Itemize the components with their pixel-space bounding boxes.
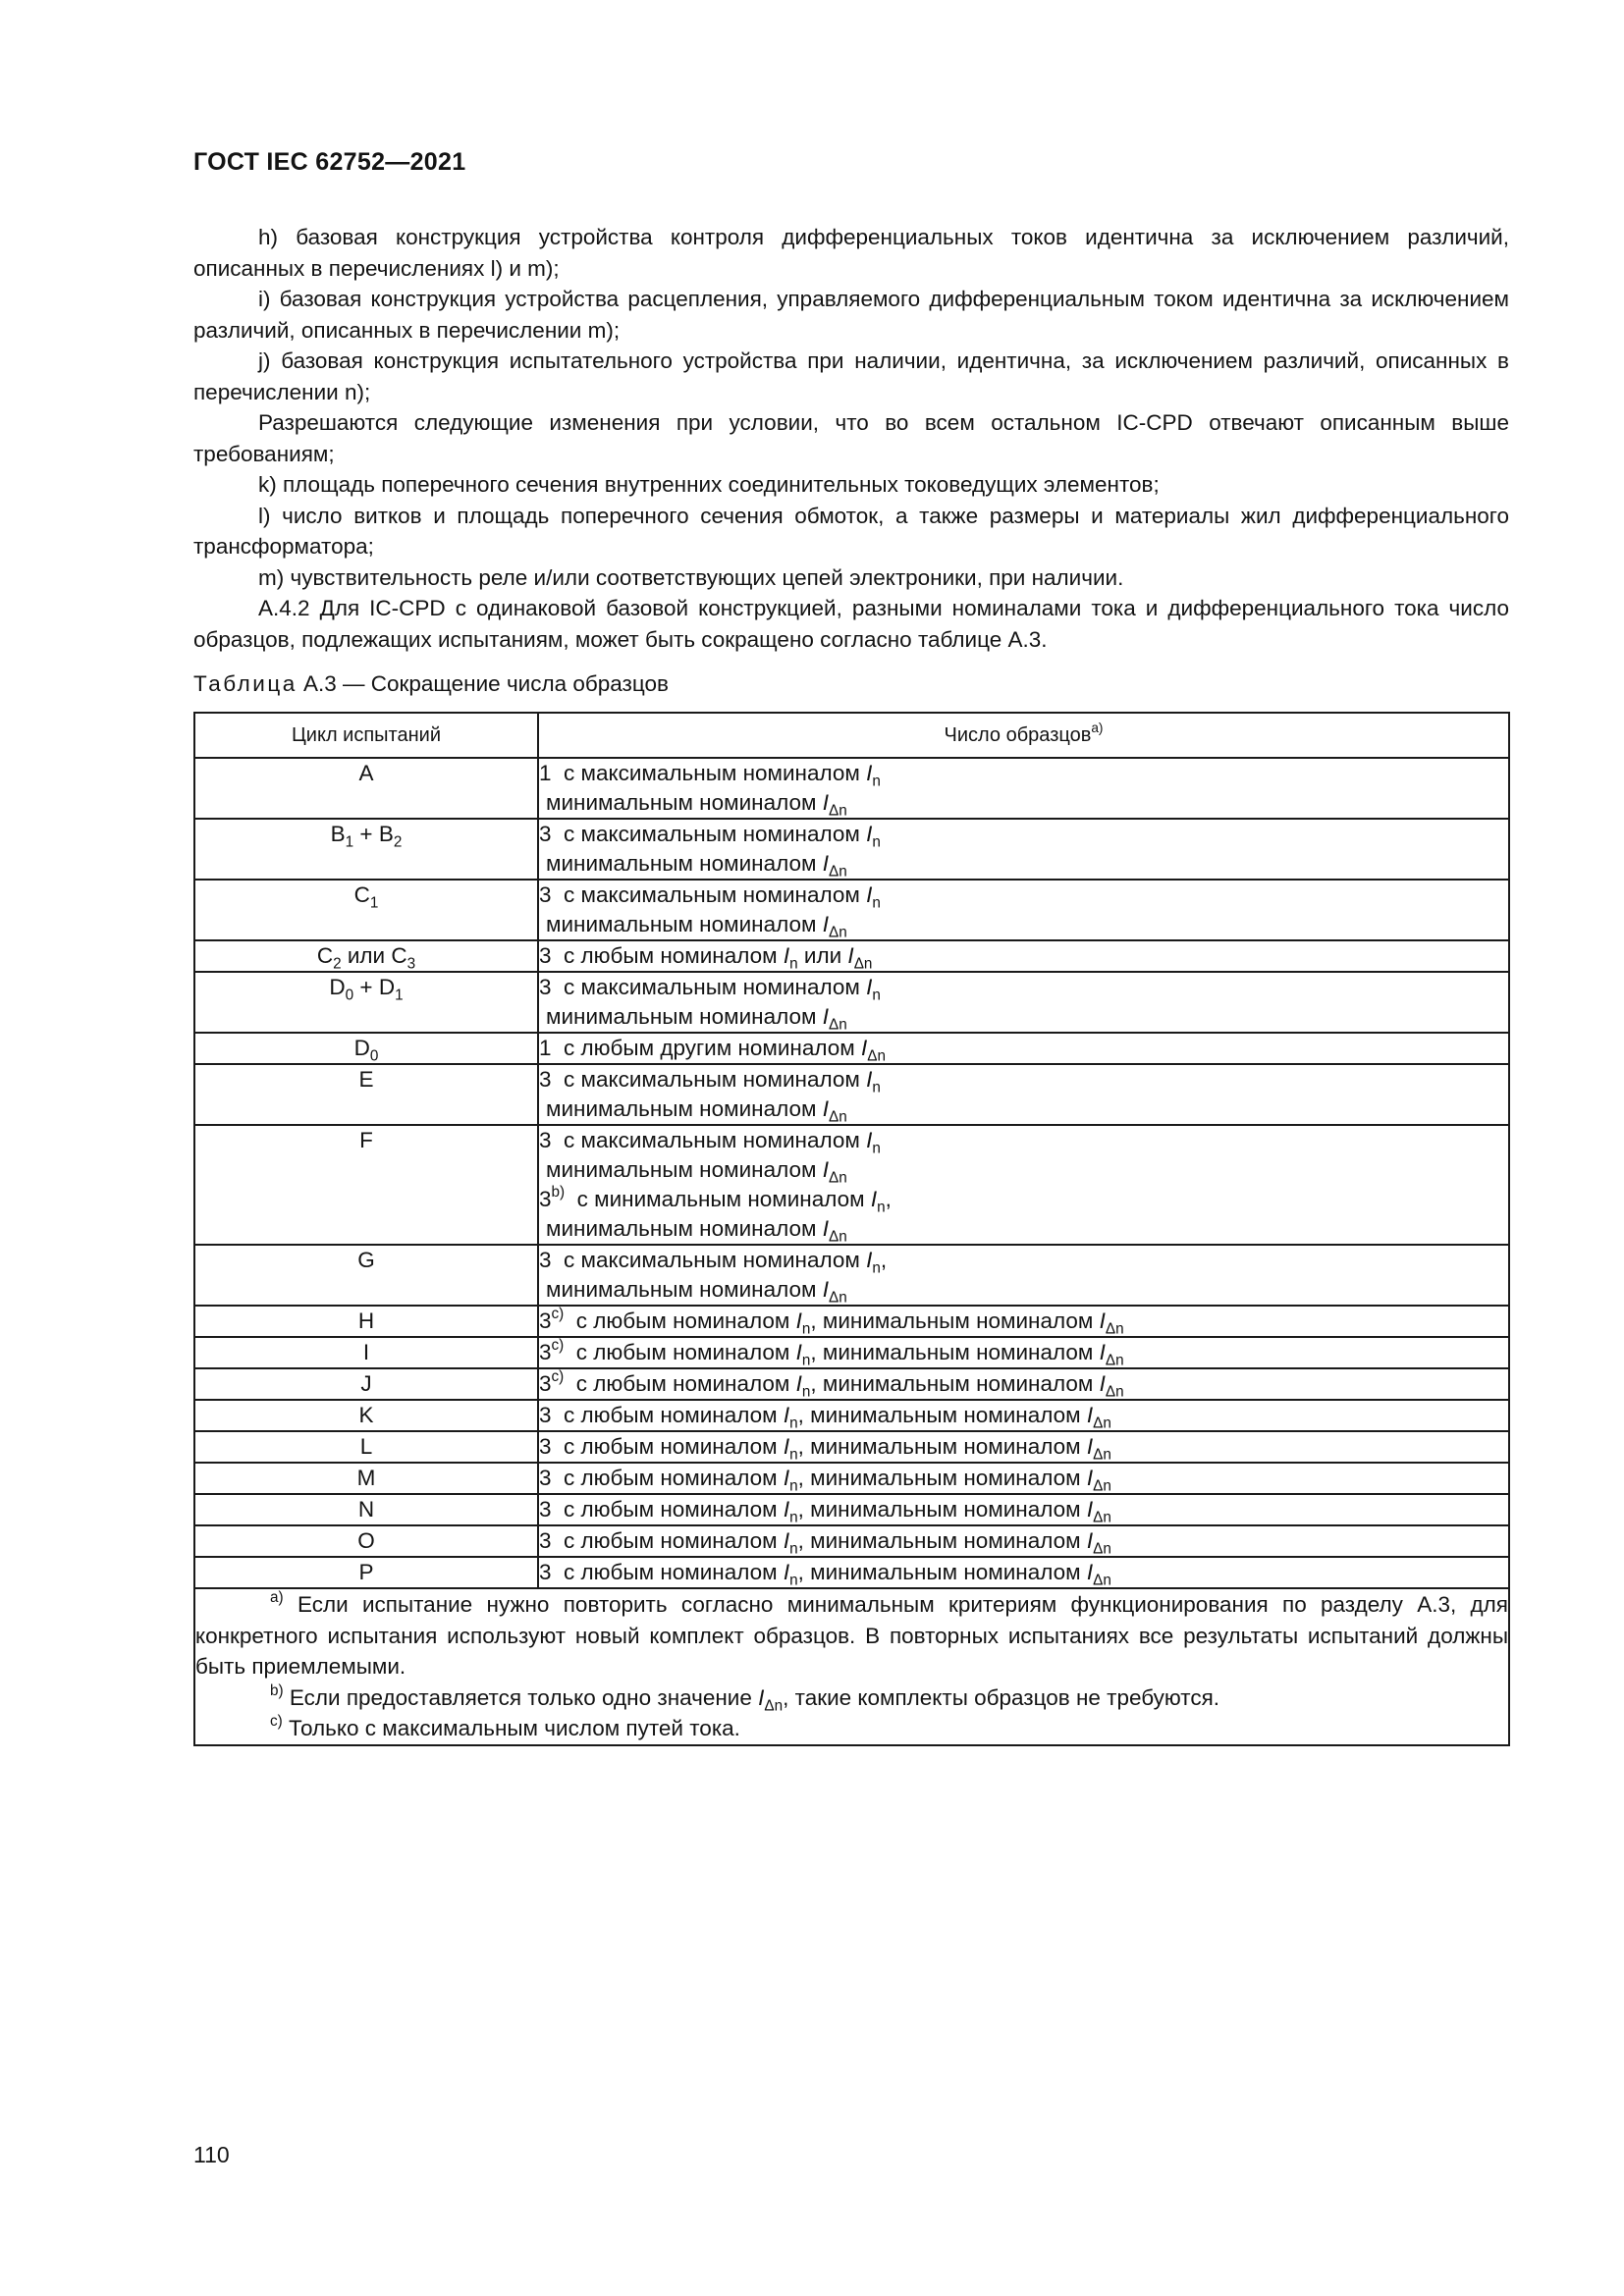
count-line	[539, 1526, 1508, 1556]
cycle-joiner: + B	[353, 822, 394, 846]
count-line	[539, 1401, 1508, 1430]
symbol-subscript: Δn	[829, 863, 847, 881]
rating-text: с любым номиналом	[564, 1560, 778, 1584]
rating-tail: , минимальным номиналом	[797, 1528, 1087, 1553]
symbol-i: I	[866, 1067, 873, 1092]
sample-count: 3	[539, 1308, 552, 1333]
symbol-subscript: Δn	[829, 924, 847, 941]
table-row	[194, 972, 1509, 1033]
rating-tail: , минимальным номиналом	[810, 1371, 1100, 1396]
symbol-subscript: n	[801, 1352, 811, 1369]
symbol-i: I	[783, 1434, 790, 1459]
page-number: 110	[193, 2142, 230, 2167]
sample-count: 3	[539, 1528, 552, 1553]
symbol-subscript: Δn	[1093, 1540, 1111, 1558]
count-line	[539, 1369, 1508, 1399]
table-row	[194, 1400, 1509, 1431]
cycle-symbol: O	[357, 1528, 375, 1553]
symbol-i: I	[866, 761, 873, 785]
rating-text: минимальным номиналом	[546, 1157, 817, 1182]
count-line	[539, 1558, 1508, 1587]
cycle-cell	[194, 1064, 538, 1125]
symbol-subscript: Δn	[829, 1169, 847, 1187]
symbol-subscript: n	[872, 894, 881, 912]
count-line	[539, 1034, 1508, 1063]
cycle-cell	[194, 1463, 538, 1494]
symbol-subscript: n	[801, 1320, 811, 1338]
symbol-subscript: Δn	[1093, 1415, 1111, 1432]
symbol-subscript: n	[872, 987, 881, 1004]
rating-tail: , минимальным номиналом	[797, 1403, 1087, 1427]
sample-count: 3	[539, 1371, 552, 1396]
count-cell	[538, 940, 1509, 972]
symbol-i: I	[783, 1466, 790, 1490]
symbol-i: I	[822, 1096, 829, 1121]
cycle-cell	[194, 880, 538, 940]
paragraph-l: l) число витков и площадь поперечного сечения обмоток, а также размеры и материалы жил дифференциального трансформатора;	[193, 503, 1509, 559]
table-row	[194, 1368, 1509, 1400]
note-c-marker: c)	[270, 1713, 283, 1731]
cycle-subscript: 2	[333, 955, 342, 973]
symbol-subscript: n	[789, 1540, 798, 1558]
symbol-subscript: n	[872, 1079, 881, 1096]
count-cell	[538, 880, 1509, 940]
table-row	[194, 880, 1509, 940]
count-cell	[538, 1306, 1509, 1337]
table-row	[194, 1064, 1509, 1125]
rating-text: минимальным номиналом	[546, 1004, 817, 1029]
rating-text: минимальным номиналом	[546, 851, 817, 876]
count-line	[539, 910, 1508, 939]
symbol-subscript: Δn	[829, 1228, 847, 1246]
rating-tail: , минимальным номиналом	[797, 1560, 1087, 1584]
table-row	[194, 1033, 1509, 1064]
document-header: ГОСТ IEC 62752—2021	[193, 148, 466, 176]
footnote-marker: a)	[1091, 720, 1104, 735]
table-row	[194, 1463, 1509, 1494]
count-line	[539, 820, 1508, 849]
table-row	[194, 1557, 1509, 1588]
count-cell	[538, 758, 1509, 819]
symbol-subscript: Δn	[829, 1108, 847, 1126]
sample-count: 3	[539, 1187, 552, 1211]
symbol-i: I	[783, 1497, 790, 1522]
count-line	[539, 1002, 1508, 1032]
cycle-cell	[194, 1431, 538, 1463]
count-cell	[538, 1525, 1509, 1557]
cycle-joiner: + D	[353, 975, 396, 999]
symbol-subscript: Δn	[1093, 1572, 1111, 1589]
symbol-i: I	[847, 943, 854, 968]
symbol-subscript: Δn	[1093, 1446, 1111, 1464]
symbol-i: I	[866, 882, 873, 907]
rating-text: с максимальным номиналом	[564, 975, 860, 999]
symbol-i: I	[783, 1403, 790, 1427]
cycle-symbol: H	[357, 1308, 375, 1333]
rating-text: с любым номиналом	[564, 943, 778, 968]
count-cell	[538, 1463, 1509, 1494]
sample-count: 3	[539, 1497, 552, 1522]
note-b-marker: b)	[270, 1682, 284, 1699]
table-header-row	[194, 713, 1509, 758]
cycle-symbol: N	[357, 1497, 375, 1522]
table-row	[194, 819, 1509, 880]
symbol-i: I	[783, 1560, 790, 1584]
symbol-i: I	[822, 790, 829, 815]
sample-count: 3	[539, 1248, 552, 1272]
symbol-subscript: n	[872, 1140, 881, 1157]
count-line	[539, 881, 1508, 910]
symbol-subscript: n	[789, 1477, 798, 1495]
cycle-cell	[194, 1400, 538, 1431]
rating-tail: , минимальным номиналом	[810, 1308, 1100, 1333]
sample-count: 3	[539, 1067, 552, 1092]
count-cell	[538, 1337, 1509, 1368]
symbol-i: I	[1099, 1371, 1106, 1396]
rating-tail: , минимальным номиналом	[797, 1497, 1087, 1522]
count-line	[539, 1214, 1508, 1244]
table-row	[194, 1494, 1509, 1525]
cycle-subscript: 1	[345, 833, 354, 851]
symbol-i: I	[822, 1157, 829, 1182]
count-cell	[538, 1245, 1509, 1306]
cycle-symbol: K	[358, 1403, 374, 1427]
count-cell	[538, 819, 1509, 880]
cycle-subscript: 2	[393, 833, 403, 851]
table-row	[194, 758, 1509, 819]
cycle-cell	[194, 1557, 538, 1588]
symbol-i: I	[822, 1277, 829, 1302]
symbol-subscript: Δn	[829, 1016, 847, 1034]
table-body	[194, 758, 1509, 1588]
count-line	[539, 1126, 1508, 1155]
rating-tail: , минимальным номиналом	[797, 1434, 1087, 1459]
sample-count: 3	[539, 1434, 552, 1459]
rating-text: с минимальным номиналом	[576, 1187, 865, 1211]
rating-tail: ,	[885, 1187, 892, 1211]
paragraph-h: h) базовая конструкция устройства контроля дифференциальных токов идентична за исключением различий, описанных в перечислениях l) и m);	[193, 225, 1509, 281]
rating-tail: , минимальным номиналом	[797, 1466, 1087, 1490]
symbol-subscript: n	[789, 1572, 798, 1589]
symbol-subscript: Δn	[1105, 1383, 1124, 1401]
symbol-i: I	[1086, 1497, 1094, 1522]
symbol-i: I	[1099, 1340, 1106, 1364]
symbol-subscript: n	[789, 955, 798, 973]
table-caption	[193, 669, 669, 699]
count-cell	[538, 1033, 1509, 1064]
table-notes	[194, 1588, 1509, 1745]
cycle-symbol: C	[353, 882, 370, 907]
symbol-i: I	[1086, 1466, 1094, 1490]
header-count: Число образцов$^{a)}$	[538, 713, 1509, 758]
symbol-subscript: Δn	[1105, 1352, 1124, 1369]
table-row	[194, 940, 1509, 972]
symbol-subscript: Δn	[853, 955, 873, 973]
cycle-symbol: J	[360, 1371, 372, 1396]
count-cell	[538, 1125, 1509, 1245]
cycle-subscript: 1	[395, 987, 404, 1004]
table-row	[194, 1125, 1509, 1245]
count-cell	[538, 972, 1509, 1033]
note-a: $^{a)}$ Если испытание нужно повторить согласно минимальным критериям функционирования по разделу А.3, для конкретного испытания используют новый комплект образцов. В повторных испытаниях все результаты испытаний должны быть приемлемыми.	[195, 1589, 1508, 1679]
symbol-i: I	[795, 1371, 802, 1396]
count-line	[539, 1464, 1508, 1493]
count-line	[539, 1185, 1508, 1214]
paragraph-j: j) базовая конструкция испытательного устройства при наличии, идентична, за исключением различий, описанных в перечислении n);	[193, 348, 1509, 404]
cycle-symbol: F	[359, 1128, 373, 1152]
cycle-subscript: 0	[345, 987, 354, 1004]
cycle-subscript: 0	[369, 1047, 379, 1065]
count-line	[539, 1065, 1508, 1095]
footnote-marker: c)	[551, 1337, 565, 1355]
count-line	[539, 1095, 1508, 1124]
footnote-marker: c)	[551, 1368, 565, 1386]
sample-count: 3	[539, 882, 552, 907]
paragraph-m: m) чувствительность реле и/или соответствующих цепей электроники, при наличии.	[258, 564, 1124, 590]
sample-count: 3	[539, 1560, 552, 1584]
rating-text: с максимальным номиналом	[564, 761, 860, 785]
table-row	[194, 1306, 1509, 1337]
sample-count: 3	[539, 1128, 552, 1152]
symbol-subscript: n	[872, 833, 881, 851]
symbol-i: I	[795, 1340, 802, 1364]
symbol-i: I	[822, 912, 829, 936]
rating-text: с любым номиналом	[575, 1371, 790, 1396]
rating-text: с любым номиналом	[575, 1340, 790, 1364]
cycle-joiner: или C	[341, 943, 407, 968]
symbol-i: I	[1086, 1403, 1094, 1427]
rating-text: с любым номиналом	[564, 1403, 778, 1427]
symbol-subscript: Δn	[829, 1289, 847, 1307]
count-cell	[538, 1431, 1509, 1463]
symbol-subscript: Δn	[829, 802, 847, 820]
symbol-i: I	[822, 851, 829, 876]
note-b: $^{b)}$ Если предоставляется только одно значение $I_{\Delta n}$, такие комплекты образцов не требуются.	[270, 1682, 1220, 1714]
symbol-subscript: n	[872, 1259, 881, 1277]
count-cell	[538, 1064, 1509, 1125]
count-line	[539, 1246, 1508, 1275]
symbol-i: I	[1099, 1308, 1106, 1333]
symbol-subscript: n	[801, 1383, 811, 1401]
rating-text: с любым номиналом	[564, 1528, 778, 1553]
table-row	[194, 1431, 1509, 1463]
rating-text: минимальным номиналом	[546, 1216, 817, 1241]
symbol-subscript: Δn	[867, 1047, 886, 1065]
symbol-i: I	[1086, 1560, 1094, 1584]
symbol-subscript: n	[872, 773, 881, 790]
sample-count: 3	[539, 1466, 552, 1490]
table-row	[194, 1337, 1509, 1368]
cycle-symbol: L	[359, 1434, 373, 1459]
note-c: $^{c)}$ Только с максимальным числом путей тока.	[270, 1713, 740, 1740]
cycle-symbol: D	[353, 1036, 370, 1060]
cycle-cell	[194, 940, 538, 972]
cycle-subscript: 3	[406, 955, 416, 973]
cycle-cell	[194, 1033, 538, 1064]
symbol-i: I	[783, 1528, 790, 1553]
paragraph-i: i) базовая конструкция устройства расцепления, управляемого дифференциальным током идентична за исключением различий, описанных в перечислении m);	[193, 287, 1509, 343]
table-row	[194, 1525, 1509, 1557]
symbol-subscript: n	[877, 1199, 886, 1216]
rating-text: с максимальным номиналом	[564, 1248, 860, 1272]
symbol-i: I	[866, 1128, 873, 1152]
rating-tail: ,	[880, 1248, 888, 1272]
table-row	[194, 1245, 1509, 1306]
symbol-i: I	[866, 1248, 873, 1272]
sample-count: 3	[539, 943, 552, 968]
footnote-marker: b)	[551, 1184, 566, 1201]
cycle-cell	[194, 1245, 538, 1306]
symbol-subscript: n	[789, 1446, 798, 1464]
rating-text: с максимальным номиналом	[564, 882, 860, 907]
header-cycle: Цикл испытаний	[194, 713, 538, 758]
table-caption-label: Таблица	[193, 671, 298, 696]
cycle-cell	[194, 1494, 538, 1525]
paragraph-k: k) площадь поперечного сечения внутренних соединительных токоведущих элементов;	[258, 472, 1160, 497]
count-cell	[538, 1400, 1509, 1431]
symbol-subscript: Δn	[1093, 1509, 1111, 1526]
rating-text: с любым номиналом	[575, 1308, 790, 1333]
rating-text: с максимальным номиналом	[564, 1067, 860, 1092]
symbol-subscript: Δn	[1093, 1477, 1111, 1495]
body-text	[193, 222, 1509, 655]
symbol-subscript: n	[789, 1509, 798, 1526]
samples-table	[193, 712, 1510, 1746]
symbol-i: I	[866, 822, 873, 846]
cycle-cell	[194, 1337, 538, 1368]
rating-text: с любым другим номиналом	[564, 1036, 855, 1060]
rating-text: с любым номиналом	[564, 1434, 778, 1459]
count-line	[539, 788, 1508, 818]
sample-count: 3	[539, 822, 552, 846]
symbol-i: I	[861, 1036, 868, 1060]
rating-text: с максимальным номиналом	[564, 822, 860, 846]
count-line	[539, 1307, 1508, 1336]
symbol-i: I	[795, 1308, 802, 1333]
count-line	[539, 1432, 1508, 1462]
rating-text: с любым номиналом	[564, 1497, 778, 1522]
cycle-cell	[194, 1368, 538, 1400]
cycle-cell	[194, 1306, 538, 1337]
symbol-i: I	[822, 1004, 829, 1029]
sample-count: 3	[539, 975, 552, 999]
count-line	[539, 941, 1508, 971]
rating-text: минимальным номиналом	[546, 1096, 817, 1121]
count-line	[539, 973, 1508, 1002]
cycle-symbol: B	[330, 822, 346, 846]
rating-tail: или	[797, 943, 848, 968]
sample-count: 3	[539, 1403, 552, 1427]
symbol-subscript: n	[789, 1415, 798, 1432]
symbol-i: I	[822, 1216, 829, 1241]
paragraph-permitted-changes: Разрешаются следующие изменения при условии, что во всем остальном IC-CPD отвечают описанным выше требованиям;	[193, 410, 1509, 466]
symbol-subscript: Δn	[1105, 1320, 1124, 1338]
footnote-marker: c)	[551, 1306, 565, 1323]
count-line	[539, 759, 1508, 788]
symbol-i: I	[1086, 1528, 1094, 1553]
cycle-cell	[194, 1125, 538, 1245]
symbol-i: I	[866, 975, 873, 999]
table-notes-row	[194, 1588, 1509, 1745]
count-line	[539, 1338, 1508, 1367]
sample-count: 1	[539, 761, 552, 785]
cycle-symbol: D	[329, 975, 346, 999]
count-cell	[538, 1494, 1509, 1525]
rating-text: с любым номиналом	[564, 1466, 778, 1490]
paragraph-a42: А.4.2 Для IC-CPD с одинаковой базовой конструкцией, разными номиналами тока и дифференциального тока число образцов, подлежащих испытаниям, может быть сокращено согласно таблице А.3.	[193, 596, 1509, 652]
symbol-i: I	[758, 1684, 765, 1710]
cycle-symbol: E	[358, 1067, 374, 1092]
sample-count: 3	[539, 1340, 552, 1364]
cycle-symbol: C	[316, 943, 334, 968]
rating-text: минимальным номиналом	[546, 912, 817, 936]
symbol-i: I	[783, 943, 790, 968]
symbol-i: I	[1086, 1434, 1094, 1459]
rating-text: с максимальным номиналом	[564, 1128, 860, 1152]
cycle-cell	[194, 758, 538, 819]
count-line	[539, 1495, 1508, 1524]
cycle-symbol: P	[358, 1560, 374, 1584]
rating-tail: , минимальным номиналом	[810, 1340, 1100, 1364]
rating-text: минимальным номиналом	[546, 1277, 817, 1302]
cycle-cell	[194, 1525, 538, 1557]
count-line	[539, 1155, 1508, 1185]
count-line	[539, 1275, 1508, 1305]
count-cell	[538, 1557, 1509, 1588]
count-cell	[538, 1368, 1509, 1400]
count-line	[539, 849, 1508, 879]
note-a-marker: a)	[270, 1589, 284, 1607]
rating-text: минимальным номиналом	[546, 790, 817, 815]
sample-count: 1	[539, 1036, 552, 1060]
cycle-cell	[194, 972, 538, 1033]
cycle-cell	[194, 819, 538, 880]
cycle-symbol: G	[357, 1248, 375, 1272]
cycle-subscript: 1	[369, 894, 379, 912]
symbol-i: I	[870, 1187, 878, 1211]
cycle-symbol: M	[356, 1466, 376, 1490]
cycle-symbol: I	[362, 1340, 370, 1364]
cycle-symbol: A	[358, 761, 374, 785]
table-caption-text: А.3 — Сокращение числа образцов	[303, 671, 669, 696]
